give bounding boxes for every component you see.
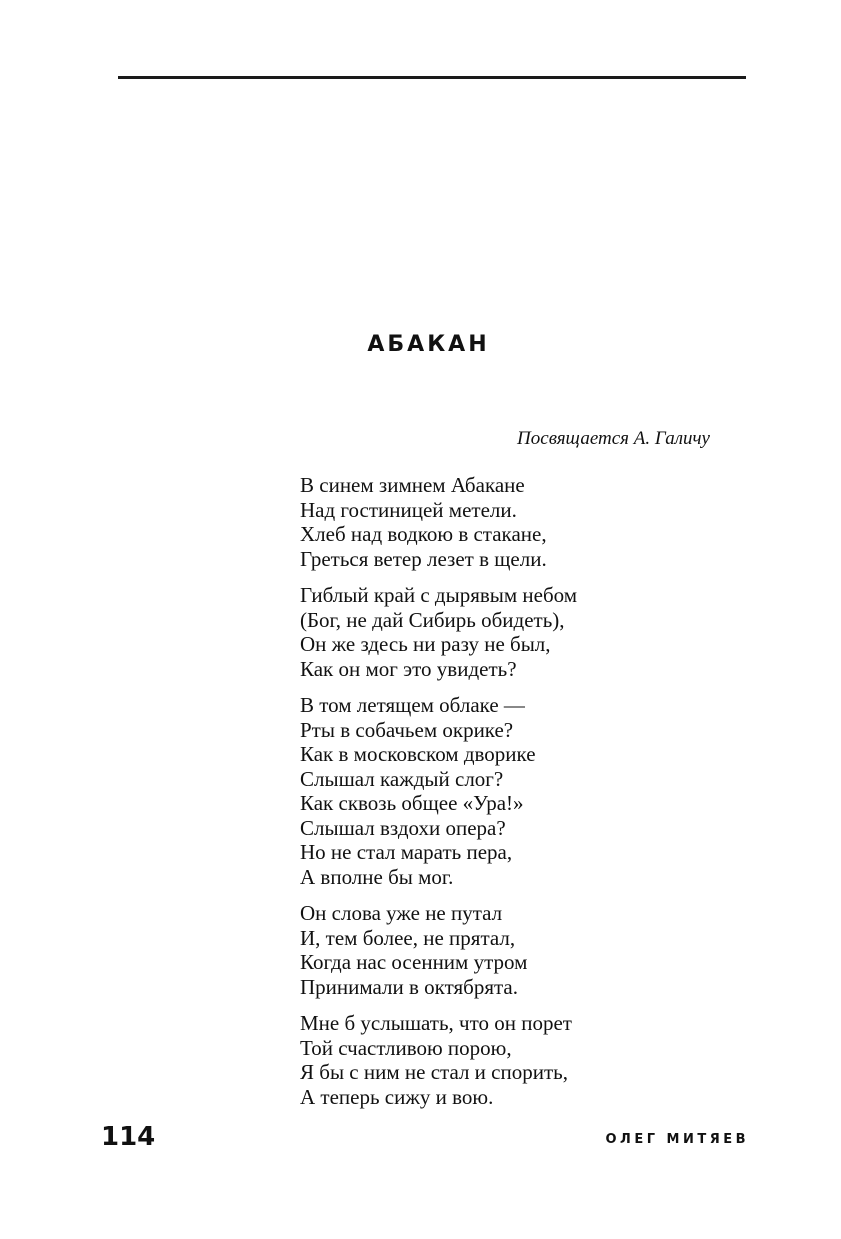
verse-line: В синем зимнем Абакане [300, 473, 525, 497]
verse-line: Он слова уже не путал [300, 901, 503, 925]
verse-line: Я бы с ним не стал и спорить, [300, 1060, 568, 1084]
verse-line: Как он мог это увидеть? [300, 656, 517, 681]
verse-line: А теперь сижу и вою. [300, 1084, 494, 1109]
stanza [300, 693, 760, 889]
verse-line: И, тем более, не прятал, [300, 925, 516, 950]
verse-line: Но не стал марать пера, [300, 840, 513, 864]
verse-line: Мне б услышать, что он порет [300, 1011, 572, 1035]
verse-line: Над гостиницей метели. [300, 497, 517, 522]
verse-line: Когда нас осенним утром [300, 950, 528, 974]
verse-line: Той счастливою порою, [300, 1035, 512, 1060]
stanza [300, 473, 760, 571]
verse-line: Гиблый край с дырявым небом [300, 583, 578, 607]
poem-title: АБАКАН [367, 332, 490, 357]
stanza [300, 901, 760, 999]
verse-line: В том летящем облаке — [300, 693, 525, 717]
verse-line: Как в московском дворике [300, 742, 536, 766]
poem-body [300, 473, 760, 1121]
dedication: Посвящается А. Галичу [517, 428, 710, 449]
page-number: 114 [101, 1122, 156, 1152]
stanza [300, 583, 760, 681]
verse-line: Хлеб над водкою в стакане, [300, 522, 547, 546]
verse-line: (Бог, не дай Сибирь обидеть), [300, 607, 565, 632]
verse-line: Слышал каждый слог? [300, 766, 504, 791]
author-running-footer: ОЛЕГ МИТЯЕВ [605, 1132, 749, 1147]
verse-line: А вполне бы мог. [300, 864, 454, 889]
verse-line: Как сквозь общее «Ура!» [300, 791, 524, 815]
verse-line: Рты в собачьем окрике? [300, 717, 514, 742]
header-rule [118, 76, 746, 79]
verse-line: Он же здесь ни разу не был, [300, 632, 551, 656]
verse-line: Слышал вздохи опера? [300, 815, 506, 840]
stanza [300, 1011, 760, 1109]
verse-line: Принимали в октябрята. [300, 974, 518, 999]
verse-line: Греться ветер лезет в щели. [300, 546, 547, 571]
